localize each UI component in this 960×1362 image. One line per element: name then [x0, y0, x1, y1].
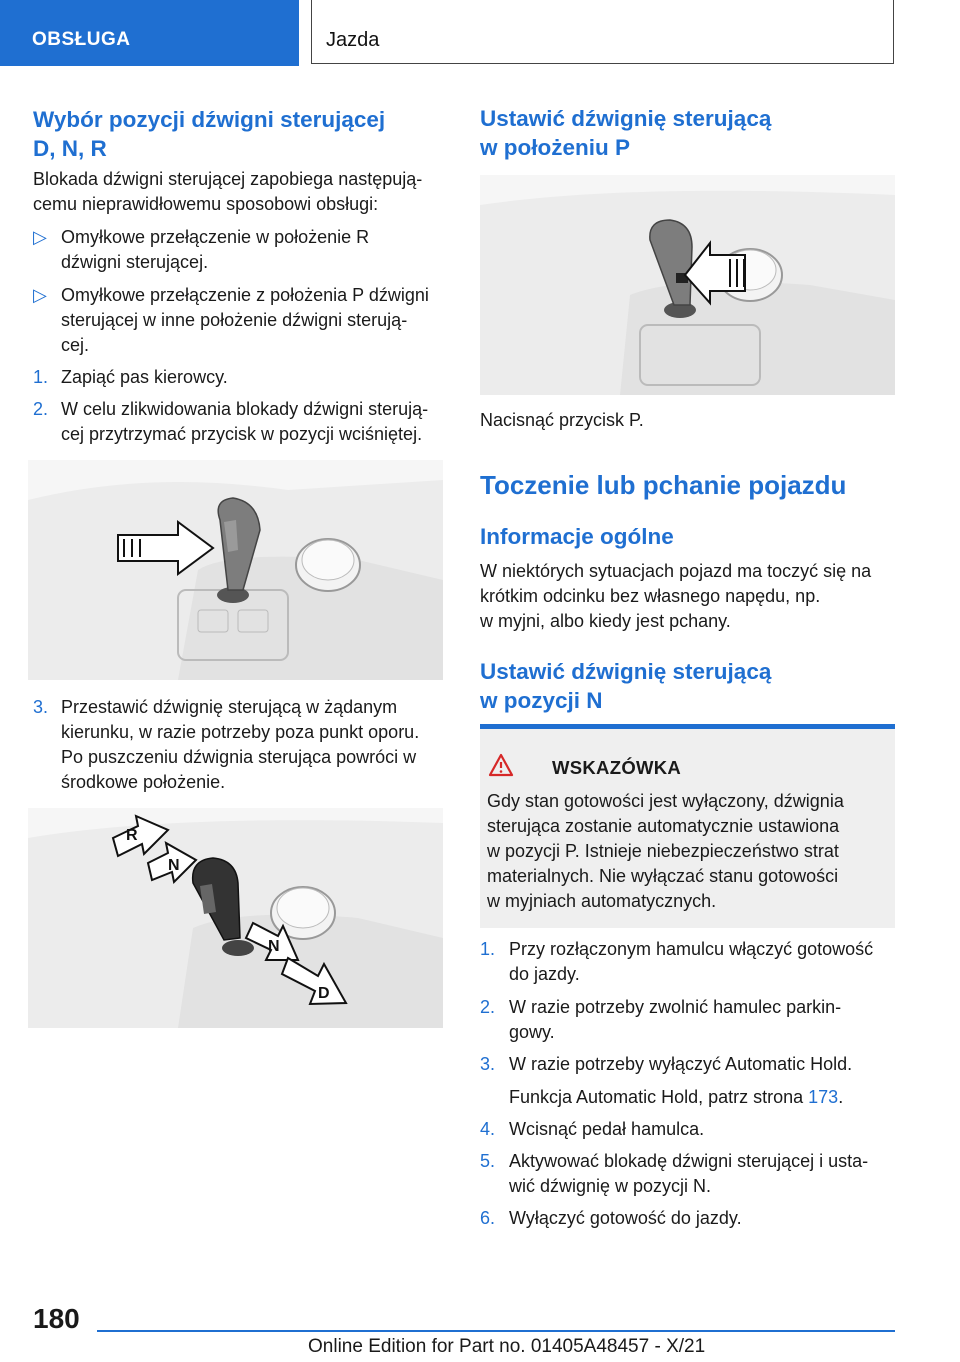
warning-title: WSKAZÓWKA — [552, 757, 682, 778]
warning-box — [480, 724, 895, 928]
list-item: ▷ Omyłkowe przełączenie z położenia P dźwigni sterującej w inne położenie dźwigni sterują‐ cej. — [33, 285, 429, 355]
position-label-d: D — [318, 985, 330, 1002]
list-item: 1. Przy rozłączonym hamulcu włączyć gotowość do jazdy. — [480, 939, 874, 984]
list-item: 5. Aktywować blokadę dźwigni sterującej i usta‐ wić dźwignię w pozycji N. — [480, 1151, 869, 1196]
heading-general-info: Informacje ogólne — [480, 524, 674, 549]
footer-edition: Online Edition for Part no. 01405A48457 - X/21 — [308, 1336, 706, 1357]
heading-set-p: Ustawić dźwignię sterującą w położeniu P — [480, 106, 772, 160]
general-info-paragraph: W niektórych sytuacjach pojazd ma toczyć się na krótkim odcinku bez własnego napędu, np. w myjni, albo kiedy jest pchany. — [480, 561, 872, 631]
heading-set-n: Ustawić dźwignię sterującą w pozycji N — [480, 659, 772, 713]
position-label-n-lower: N — [268, 938, 280, 955]
list-item: 3. Przestawić dźwignię sterującą w żądanym kierunku, w razie potrzeby poza punkt oporu. Po puszczeniu dźwignia sterująca powróci w środkowe położenie. — [33, 697, 420, 792]
footer-divider — [97, 1330, 895, 1332]
section-tab — [0, 0, 299, 66]
press-p-text: Nacisnąć przycisk P. — [480, 410, 644, 430]
see-also-text: Funkcja Automatic Hold, patrz strona 173. — [509, 1087, 844, 1107]
chapter-label: Jazda — [326, 29, 380, 51]
position-label-r: R — [126, 827, 138, 844]
list-item: 1. Zapiąć pas kierowcy. — [33, 367, 228, 387]
list-item: 4. Wcisnąć pedał hamulca. — [480, 1119, 705, 1139]
chapter-header — [311, 0, 894, 64]
gear-selector-p-button-image — [480, 175, 895, 395]
heading-select-position: Wybór pozycji dźwigni sterującej D, N, R — [33, 107, 386, 161]
intro-paragraph: Blokada dźwigni sterującej zapobiega następują‐ cemu nieprawidłowemu sposobowi obsługi: — [33, 169, 423, 214]
gear-selector-positions-image — [28, 808, 443, 1028]
section-label: OBSŁUGA — [32, 29, 131, 50]
list-item: 3. W razie potrzeby wyłączyć Automatic Hold. — [480, 1054, 853, 1074]
warning-triangle-icon — [488, 753, 514, 777]
list-item: 2. W celu zlikwidowania blokady dźwigni sterują‐ cej przytrzymać przycisk w pozycji wciśniętej. — [33, 399, 429, 444]
list-item: 2. W razie potrzeby zwolnić hamulec parkin‐ gowy. — [480, 997, 842, 1042]
triangle-bullet-icon: ▷ — [33, 227, 47, 247]
list-item: 6. Wyłączyć gotowość do jazdy. — [480, 1208, 742, 1228]
warning-text: Gdy stan gotowości jest wyłączony, dźwignia sterująca zostanie automatycznie ustawiona w pozycji P. Istnieje niebezpieczeństwo strat materialnych. Nie wyłączać stanu gotowości w myjniach automatycznych. — [487, 791, 844, 911]
position-label-n-upper: N — [168, 857, 180, 874]
triangle-bullet-icon: ▷ — [33, 285, 47, 305]
gear-selector-unlock-image — [28, 460, 443, 680]
list-item: ▷ Omyłkowe przełączenie w położenie R dźwigni sterującej. — [33, 227, 370, 272]
page-number: 180 — [33, 1303, 80, 1334]
page-reference-link[interactable]: 173 — [808, 1087, 839, 1107]
heading-rolling-pushing: Toczenie lub pchanie pojazdu — [480, 470, 847, 500]
